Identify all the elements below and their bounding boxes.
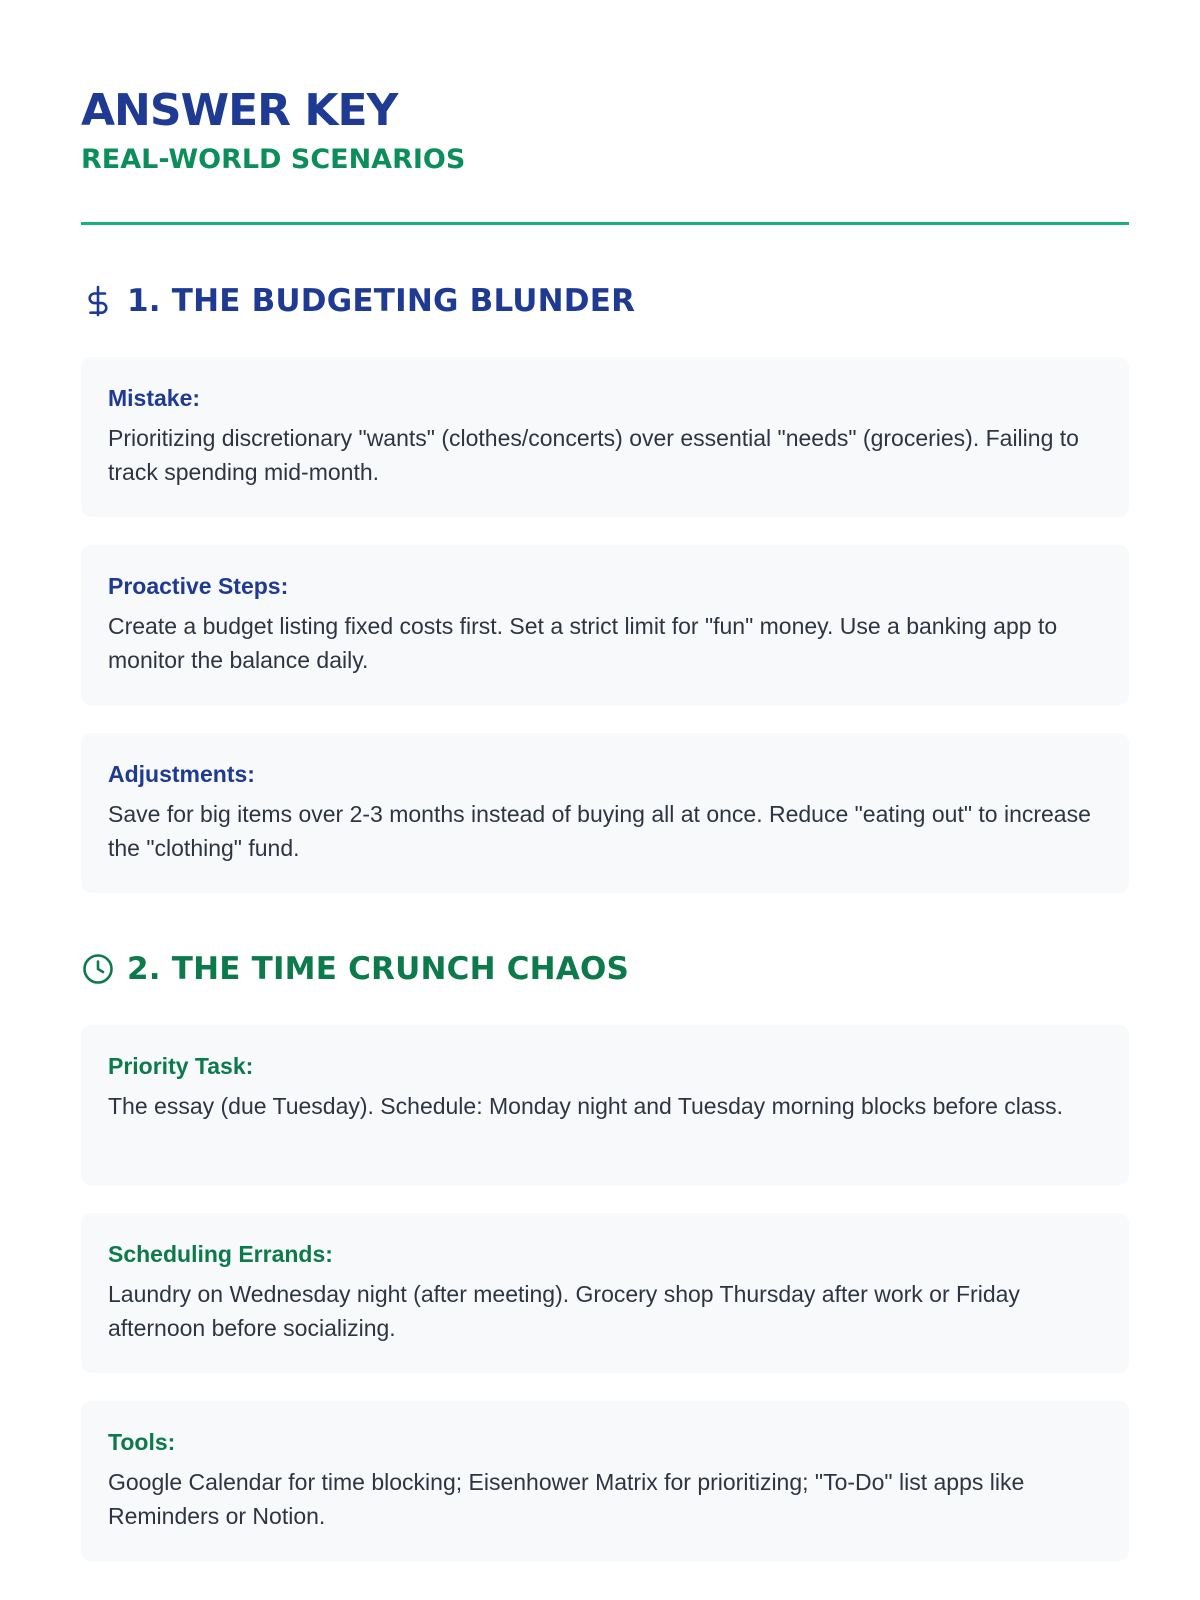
header-divider <box>81 222 1129 225</box>
answer-card-proactive-steps <box>81 545 1129 705</box>
page-title: ANSWER KEY <box>81 85 398 136</box>
answer-card-priority-task <box>81 1025 1129 1185</box>
card-text: The essay (due Tuesday). Schedule: Monday night and Tuesday morning blocks before class. <box>108 1093 1064 1119</box>
card-label: Scheduling Errands: <box>108 1241 333 1267</box>
answer-card-tools <box>81 1401 1129 1561</box>
card-label: Proactive Steps: <box>108 573 289 599</box>
card-label: Tools: <box>108 1429 176 1455</box>
card-text: Laundry on Wednesday night (after meeting). Grocery shop Thursday after work or Friday afternoon before socializing. <box>108 1281 1020 1341</box>
card-label: Adjustments: <box>108 761 255 787</box>
card-text: Prioritizing discretionary "wants" (clothes/concerts) over essential "needs" (groceries). Failing to track spending mid-month. <box>108 425 1079 485</box>
card-text: Create a budget listing fixed costs first. Set a strict limit for "fun" money. Use a banking app to monitor the balance daily. <box>108 613 1058 673</box>
section-title: 1. THE BUDGETING BLUNDER <box>127 283 636 319</box>
section-heading-budgeting <box>81 281 1119 321</box>
card-label: Priority Task: <box>108 1053 254 1079</box>
card-text: Google Calendar for time blocking; Eisenhower Matrix for prioritizing; "To-Do" list apps like Reminders or Notion. <box>108 1469 1025 1529</box>
card-label: Mistake: <box>108 385 201 411</box>
section-heading-time-crunch <box>81 949 1119 989</box>
clock-icon <box>81 952 115 986</box>
page-subtitle: REAL-WORLD SCENARIOS <box>81 144 466 175</box>
answer-card-mistake <box>81 357 1129 517</box>
answer-card-scheduling-errands <box>81 1213 1129 1373</box>
dollar-icon <box>81 284 115 318</box>
answer-card-adjustments <box>81 733 1129 893</box>
card-text: Save for big items over 2-3 months instead of buying all at once. Reduce "eating out" to increase the "clothing" fund. <box>108 801 1091 861</box>
section-title: 2. THE TIME CRUNCH CHAOS <box>127 951 630 987</box>
